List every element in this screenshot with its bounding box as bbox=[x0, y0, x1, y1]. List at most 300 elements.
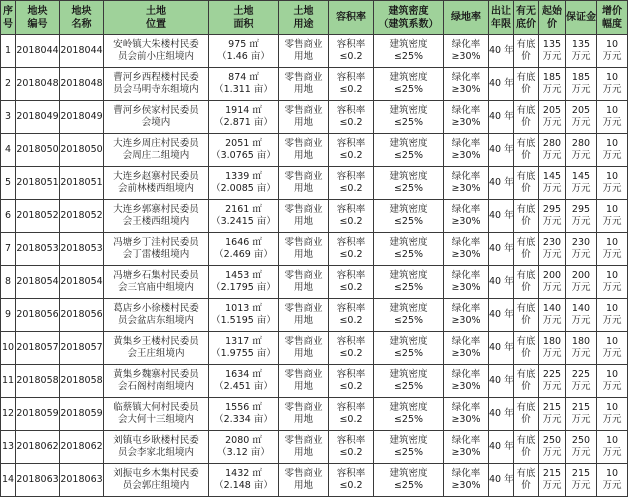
reserve-price-cell bbox=[514, 35, 539, 68]
land-use-cell bbox=[279, 68, 329, 101]
building-density-cell-text: ≤25% bbox=[393, 51, 424, 62]
reserve-price-cell-text: 有底 bbox=[516, 204, 536, 215]
area-cell-text: 1646 ㎡ bbox=[225, 237, 262, 248]
reserve-price-cell-text: 价 bbox=[521, 51, 531, 62]
parcel-code-cell bbox=[16, 398, 60, 431]
green-ratio-cell-text: 绿化率 bbox=[451, 171, 481, 182]
area-cell-text: （3.0765 亩） bbox=[211, 150, 276, 161]
land-use-cell-text: 零售商业 bbox=[284, 204, 323, 215]
reserve-price-cell-text: 价 bbox=[521, 447, 531, 458]
building-density-cell-text: 建筑密度 bbox=[389, 270, 428, 281]
land-use-cell bbox=[279, 167, 329, 200]
area-cell bbox=[209, 167, 279, 200]
row-number-cell bbox=[1, 431, 16, 464]
table-row bbox=[1, 134, 628, 167]
plot-ratio-cell-text: ≤0.2 bbox=[339, 249, 363, 260]
building-density-cell-text: ≤25% bbox=[393, 414, 424, 425]
area-cell-text: 1914 ㎡ bbox=[225, 105, 262, 116]
deposit-cell bbox=[566, 200, 597, 233]
bid-increment-cell-text: 10 bbox=[605, 72, 619, 83]
location-cell bbox=[104, 167, 209, 200]
deposit-cell-text: 200 bbox=[571, 270, 591, 281]
lease-term-cell-text: 40 年 bbox=[489, 210, 514, 221]
bid-increment-cell-text: 10 bbox=[605, 303, 619, 314]
deposit-cell bbox=[566, 398, 597, 431]
building-density-cell-text: ≤25% bbox=[393, 84, 424, 95]
plot-ratio-cell-text: 容积率 bbox=[336, 270, 366, 281]
location-cell bbox=[104, 398, 209, 431]
land-use-cell-text: 用地 bbox=[293, 117, 313, 128]
green-ratio-cell-text: ≥30% bbox=[451, 447, 481, 458]
location-cell-text: 刘镇屯乡耿楼村民委 bbox=[113, 435, 199, 446]
land-use-cell bbox=[279, 398, 329, 431]
plot-ratio-cell-text: 容积率 bbox=[336, 336, 366, 347]
location-cell-text: 会王楼西组境内 bbox=[122, 216, 190, 227]
parcel-name-cell bbox=[60, 200, 104, 233]
plot-ratio-cell bbox=[329, 266, 374, 299]
area-cell-text: 975 ㎡ bbox=[228, 39, 259, 50]
area-cell-text: （2.334 亩） bbox=[214, 414, 273, 425]
land-use-cell-text: 用地 bbox=[293, 414, 313, 425]
parcel-code-cell bbox=[16, 365, 60, 398]
area-cell-text: 1432 ㎡ bbox=[225, 468, 262, 479]
parcel-code-cell bbox=[16, 134, 60, 167]
parcel-name-cell-text: 2018057 bbox=[60, 342, 103, 353]
reserve-price-cell-text: 价 bbox=[521, 183, 531, 194]
column-header-line: 面积 bbox=[233, 18, 254, 30]
starting-price-cell-text: 215 bbox=[542, 468, 562, 479]
row-number-cell-text: 4 bbox=[4, 144, 12, 155]
bid-increment-cell-text: 10 bbox=[605, 171, 619, 182]
lease-term-cell bbox=[489, 266, 514, 299]
parcel-name-cell bbox=[60, 233, 104, 266]
location-cell-text: 会境内 bbox=[141, 117, 171, 128]
plot-ratio-cell-text: ≤0.2 bbox=[339, 480, 363, 491]
green-ratio-cell bbox=[444, 68, 489, 101]
column-header-line: 序 bbox=[3, 5, 13, 17]
green-ratio-cell-text: 绿化率 bbox=[451, 72, 481, 83]
column-header-line: 地块 bbox=[27, 5, 48, 17]
land-use-cell-text: 用地 bbox=[293, 183, 313, 194]
lease-term-cell-text: 40 年 bbox=[489, 276, 514, 287]
deposit-cell-text: 万元 bbox=[571, 447, 591, 458]
reserve-price-cell-text: 有底 bbox=[516, 369, 536, 380]
reserve-price-cell-text: 价 bbox=[521, 282, 531, 293]
parcel-name-cell bbox=[60, 35, 104, 68]
parcel-name-cell-text: 2018053 bbox=[60, 243, 103, 254]
land-use-cell-text: 零售商业 bbox=[284, 138, 323, 149]
building-density-cell bbox=[374, 332, 444, 365]
area-cell-text: （2.1795 亩） bbox=[211, 282, 276, 293]
location-cell-text: 会大何十三组境内 bbox=[117, 414, 194, 425]
row-number-cell-text: 9 bbox=[4, 309, 12, 320]
green-ratio-cell-text: 绿化率 bbox=[451, 402, 481, 413]
land-use-cell bbox=[279, 233, 329, 266]
row-number-cell-text: 2 bbox=[4, 78, 12, 89]
lease-term-cell bbox=[489, 332, 514, 365]
column-header bbox=[209, 1, 279, 35]
land-use-cell-text: 零售商业 bbox=[284, 336, 323, 347]
reserve-price-cell-text: 有底 bbox=[516, 39, 536, 50]
land-use-cell bbox=[279, 266, 329, 299]
parcel-code-cell bbox=[16, 233, 60, 266]
parcel-code-cell bbox=[16, 299, 60, 332]
location-cell bbox=[104, 266, 209, 299]
bid-increment-cell-text: 万元 bbox=[602, 381, 622, 392]
reserve-price-cell-text: 有底 bbox=[516, 468, 536, 479]
bid-increment-cell-text: 万元 bbox=[602, 117, 622, 128]
location-cell-text: 会三官庙中组境内 bbox=[117, 282, 194, 293]
green-ratio-cell-text: 绿化率 bbox=[451, 237, 481, 248]
land-use-cell bbox=[279, 464, 329, 497]
bid-increment-cell-text: 10 bbox=[605, 270, 619, 281]
parcel-name-cell bbox=[60, 398, 104, 431]
bid-increment-cell-text: 10 bbox=[605, 336, 619, 347]
starting-price-cell bbox=[539, 200, 566, 233]
table-row bbox=[1, 233, 628, 266]
land-use-cell bbox=[279, 299, 329, 332]
area-cell-text: 1453 ㎡ bbox=[225, 270, 262, 281]
area-cell bbox=[209, 398, 279, 431]
row-number-cell bbox=[1, 134, 16, 167]
column-header bbox=[60, 1, 104, 35]
reserve-price-cell-text: 价 bbox=[521, 84, 531, 95]
building-density-cell-text: ≤25% bbox=[393, 315, 424, 326]
starting-price-cell-text: 200 bbox=[542, 270, 562, 281]
lease-term-cell-text: 40 年 bbox=[489, 474, 514, 485]
parcel-code-cell-text: 2018044 bbox=[16, 45, 59, 56]
area-cell-text: （3.12 亩） bbox=[217, 447, 270, 458]
reserve-price-cell bbox=[514, 398, 539, 431]
row-number-cell bbox=[1, 35, 16, 68]
parcel-code-cell-text: 2018059 bbox=[16, 408, 59, 419]
deposit-cell bbox=[566, 68, 597, 101]
location-cell-text: 葛店乡小徐楼村民委 bbox=[113, 303, 199, 314]
bid-increment-cell-text: 10 bbox=[605, 204, 619, 215]
lease-term-cell-text: 40 年 bbox=[489, 144, 514, 155]
starting-price-cell bbox=[539, 68, 566, 101]
plot-ratio-cell-text: 容积率 bbox=[336, 138, 366, 149]
green-ratio-cell-text: ≥30% bbox=[451, 51, 481, 62]
starting-price-cell-text: 215 bbox=[542, 402, 562, 413]
deposit-cell-text: 万元 bbox=[571, 84, 591, 95]
starting-price-cell bbox=[539, 35, 566, 68]
area-cell-text: 874 ㎡ bbox=[228, 72, 259, 83]
bid-increment-cell bbox=[597, 233, 628, 266]
parcel-name-cell-text: 2018052 bbox=[60, 210, 103, 221]
land-use-cell-text: 零售商业 bbox=[284, 270, 323, 281]
column-header-line: 位置 bbox=[146, 18, 166, 30]
row-number-cell-text: 11 bbox=[1, 375, 15, 386]
reserve-price-cell-text: 有底 bbox=[516, 336, 536, 347]
green-ratio-cell-text: ≥30% bbox=[451, 249, 481, 260]
area-cell-text: （1.46 亩） bbox=[217, 51, 270, 62]
starting-price-cell-text: 万元 bbox=[542, 183, 562, 194]
green-ratio-cell-text: ≥30% bbox=[451, 84, 481, 95]
lease-term-cell bbox=[489, 200, 514, 233]
bid-increment-cell-text: 万元 bbox=[602, 282, 622, 293]
parcel-name-cell bbox=[60, 101, 104, 134]
row-number-cell bbox=[1, 200, 16, 233]
parcel-name-cell bbox=[60, 332, 104, 365]
plot-ratio-cell-text: 容积率 bbox=[336, 204, 366, 215]
location-cell-text: 员会前小庄组境内 bbox=[117, 51, 194, 62]
location-cell-text: 会石阁村南组境内 bbox=[117, 381, 194, 392]
area-cell bbox=[209, 332, 279, 365]
row-number-cell-text: 14 bbox=[1, 474, 15, 485]
land-use-cell-text: 用地 bbox=[293, 315, 313, 326]
area-cell bbox=[209, 431, 279, 464]
lease-term-cell-text: 40 年 bbox=[489, 45, 514, 56]
area-cell-text: 2080 ㎡ bbox=[225, 435, 262, 446]
starting-price-cell bbox=[539, 431, 566, 464]
land-use-cell bbox=[279, 35, 329, 68]
building-density-cell bbox=[374, 464, 444, 497]
lease-term-cell-text: 40 年 bbox=[489, 243, 514, 254]
deposit-cell-text: 205 bbox=[571, 105, 591, 116]
reserve-price-cell bbox=[514, 365, 539, 398]
green-ratio-cell-text: ≥30% bbox=[451, 381, 481, 392]
building-density-cell-text: ≤25% bbox=[393, 282, 424, 293]
green-ratio-cell bbox=[444, 134, 489, 167]
plot-ratio-cell bbox=[329, 398, 374, 431]
reserve-price-cell bbox=[514, 167, 539, 200]
starting-price-cell-text: 万元 bbox=[542, 348, 562, 359]
bid-increment-cell bbox=[597, 398, 628, 431]
starting-price-cell bbox=[539, 101, 566, 134]
location-cell-text: 员会郭庄组境内 bbox=[122, 480, 190, 491]
starting-price-cell-text: 135 bbox=[542, 39, 562, 50]
location-cell bbox=[104, 233, 209, 266]
lease-term-cell bbox=[489, 134, 514, 167]
bid-increment-cell-text: 10 bbox=[605, 39, 619, 50]
location-cell-text: 员会李家北组境内 bbox=[117, 447, 194, 458]
area-cell-text: 1556 ㎡ bbox=[225, 402, 262, 413]
building-density-cell bbox=[374, 35, 444, 68]
land-use-cell-text: 零售商业 bbox=[284, 72, 323, 83]
starting-price-cell bbox=[539, 233, 566, 266]
bid-increment-cell-text: 万元 bbox=[602, 183, 622, 194]
bid-increment-cell-text: 万元 bbox=[602, 84, 622, 95]
starting-price-cell bbox=[539, 464, 566, 497]
plot-ratio-cell-text: 容积率 bbox=[336, 303, 366, 314]
starting-price-cell-text: 万元 bbox=[542, 117, 562, 128]
building-density-cell-text: 建筑密度 bbox=[389, 402, 428, 413]
bid-increment-cell-text: 10 bbox=[605, 435, 619, 446]
plot-ratio-cell-text: ≤0.2 bbox=[339, 315, 363, 326]
plot-ratio-cell bbox=[329, 431, 374, 464]
green-ratio-cell-text: 绿化率 bbox=[451, 303, 481, 314]
bid-increment-cell bbox=[597, 134, 628, 167]
bid-increment-cell bbox=[597, 35, 628, 68]
building-density-cell bbox=[374, 200, 444, 233]
building-density-cell bbox=[374, 101, 444, 134]
parcel-code-cell-text: 2018058 bbox=[16, 375, 59, 386]
bid-increment-cell bbox=[597, 464, 628, 497]
column-header-line: 容积率 bbox=[336, 12, 366, 23]
lease-term-cell-text: 40 年 bbox=[489, 78, 514, 89]
building-density-cell bbox=[374, 365, 444, 398]
starting-price-cell-text: 万元 bbox=[542, 216, 562, 227]
table-row bbox=[1, 101, 628, 134]
starting-price-cell-text: 万元 bbox=[542, 381, 562, 392]
building-density-cell-text: ≤25% bbox=[393, 348, 424, 359]
lease-term-cell-text: 40 年 bbox=[489, 408, 514, 419]
location-cell-text: 临蔡镇大何村民委员 bbox=[113, 402, 199, 413]
parcel-name-cell-text: 2018058 bbox=[60, 375, 103, 386]
parcel-code-cell bbox=[16, 464, 60, 497]
deposit-cell-text: 140 bbox=[571, 303, 591, 314]
land-use-cell-text: 用地 bbox=[293, 51, 313, 62]
lease-term-cell bbox=[489, 68, 514, 101]
column-header-line: 增价 bbox=[602, 5, 622, 17]
table-row bbox=[1, 167, 628, 200]
row-number-cell bbox=[1, 68, 16, 101]
column-header-line: 名称 bbox=[71, 18, 92, 30]
plot-ratio-cell bbox=[329, 134, 374, 167]
location-cell bbox=[104, 365, 209, 398]
column-header bbox=[489, 1, 514, 35]
plot-ratio-cell-text: 容积率 bbox=[336, 402, 366, 413]
lease-term-cell-text: 40 年 bbox=[489, 441, 514, 452]
land-use-cell bbox=[279, 101, 329, 134]
plot-ratio-cell bbox=[329, 167, 374, 200]
building-density-cell-text: ≤25% bbox=[393, 249, 424, 260]
plot-ratio-cell bbox=[329, 332, 374, 365]
location-cell-text: 会周庄二组境内 bbox=[122, 150, 190, 161]
parcel-code-cell bbox=[16, 200, 60, 233]
column-header-line: 建筑密度 bbox=[388, 5, 429, 17]
starting-price-cell-text: 万元 bbox=[542, 150, 562, 161]
lease-term-cell bbox=[489, 167, 514, 200]
green-ratio-cell-text: ≥30% bbox=[451, 414, 481, 425]
parcel-code-cell-text: 2018051 bbox=[16, 177, 59, 188]
bid-increment-cell bbox=[597, 200, 628, 233]
starting-price-cell-text: 295 bbox=[542, 204, 562, 215]
row-number-cell-text: 5 bbox=[4, 177, 12, 188]
deposit-cell bbox=[566, 431, 597, 464]
parcel-code-cell-text: 2018050 bbox=[16, 144, 59, 155]
green-ratio-cell-text: ≥30% bbox=[451, 315, 481, 326]
location-cell bbox=[104, 200, 209, 233]
reserve-price-cell-text: 价 bbox=[521, 216, 531, 227]
reserve-price-cell-text: 有底 bbox=[516, 435, 536, 446]
building-density-cell bbox=[374, 266, 444, 299]
location-cell-text: 曹河乡侯家村民委员 bbox=[113, 105, 199, 116]
green-ratio-cell-text: ≥30% bbox=[451, 183, 481, 194]
building-density-cell bbox=[374, 398, 444, 431]
location-cell bbox=[104, 35, 209, 68]
building-density-cell bbox=[374, 68, 444, 101]
bid-increment-cell-text: 万元 bbox=[602, 414, 622, 425]
header-row bbox=[1, 1, 628, 35]
table-row bbox=[1, 464, 628, 497]
table-row bbox=[1, 365, 628, 398]
column-header bbox=[374, 1, 444, 35]
starting-price-cell-text: 万元 bbox=[542, 447, 562, 458]
building-density-cell-text: ≤25% bbox=[393, 381, 424, 392]
deposit-cell bbox=[566, 233, 597, 266]
column-header bbox=[444, 1, 489, 35]
land-use-cell bbox=[279, 200, 329, 233]
plot-ratio-cell-text: 容积率 bbox=[336, 237, 366, 248]
column-header-line: 起始价 bbox=[542, 5, 562, 30]
lease-term-cell-text: 40 年 bbox=[489, 375, 514, 386]
land-use-cell-text: 零售商业 bbox=[284, 468, 323, 479]
green-ratio-cell-text: 绿化率 bbox=[451, 435, 481, 446]
green-ratio-cell bbox=[444, 398, 489, 431]
parcel-code-cell-text: 2018056 bbox=[16, 309, 59, 320]
bid-increment-cell-text: 万元 bbox=[602, 51, 622, 62]
reserve-price-cell-text: 有底 bbox=[516, 402, 536, 413]
parcel-code-cell bbox=[16, 266, 60, 299]
area-cell-text: （2.871 亩） bbox=[214, 117, 273, 128]
land-use-cell-text: 用地 bbox=[293, 447, 313, 458]
green-ratio-cell-text: 绿化率 bbox=[451, 105, 481, 116]
location-cell-text: 冯塘乡丁洼村民委员 bbox=[113, 237, 199, 248]
parcel-name-cell bbox=[60, 365, 104, 398]
lease-term-cell bbox=[489, 35, 514, 68]
area-cell-text: 2051 ㎡ bbox=[225, 138, 262, 149]
building-density-cell-text: 建筑密度 bbox=[389, 435, 428, 446]
green-ratio-cell bbox=[444, 35, 489, 68]
table-row bbox=[1, 332, 628, 365]
column-header-line: 号 bbox=[3, 18, 13, 30]
land-use-cell-text: 零售商业 bbox=[284, 435, 323, 446]
green-ratio-cell-text: 绿化率 bbox=[451, 39, 481, 50]
deposit-cell bbox=[566, 365, 597, 398]
land-use-cell-text: 零售商业 bbox=[284, 237, 323, 248]
green-ratio-cell bbox=[444, 299, 489, 332]
green-ratio-cell-text: ≥30% bbox=[451, 216, 481, 227]
area-cell bbox=[209, 200, 279, 233]
deposit-cell-text: 225 bbox=[571, 369, 591, 380]
bid-increment-cell bbox=[597, 68, 628, 101]
land-use-cell-text: 用地 bbox=[293, 381, 313, 392]
parcel-name-cell bbox=[60, 167, 104, 200]
column-header bbox=[16, 1, 60, 35]
deposit-cell-text: 万元 bbox=[571, 381, 591, 392]
bid-increment-cell-text: 万元 bbox=[602, 480, 622, 491]
area-cell-text: （2.469 亩） bbox=[214, 249, 273, 260]
bid-increment-cell-text: 万元 bbox=[602, 447, 622, 458]
plot-ratio-cell bbox=[329, 68, 374, 101]
green-ratio-cell bbox=[444, 167, 489, 200]
area-cell-text: （2.451 亩） bbox=[214, 381, 273, 392]
column-header-line: 绿地率 bbox=[451, 12, 481, 23]
starting-price-cell bbox=[539, 299, 566, 332]
bid-increment-cell-text: 10 bbox=[605, 402, 619, 413]
lease-term-cell bbox=[489, 365, 514, 398]
deposit-cell-text: 295 bbox=[571, 204, 591, 215]
deposit-cell-text: 215 bbox=[571, 468, 591, 479]
bid-increment-cell bbox=[597, 167, 628, 200]
building-density-cell bbox=[374, 134, 444, 167]
table-row bbox=[1, 266, 628, 299]
deposit-cell-text: 万元 bbox=[571, 348, 591, 359]
land-use-cell bbox=[279, 365, 329, 398]
parcel-name-cell-text: 2018051 bbox=[60, 177, 103, 188]
location-cell-text: 大连乡赵寨村民委员 bbox=[113, 171, 199, 182]
starting-price-cell-text: 万元 bbox=[542, 315, 562, 326]
location-cell-text: 安岭镇大朱楼村民委 bbox=[113, 39, 199, 50]
green-ratio-cell bbox=[444, 464, 489, 497]
parcel-code-cell-text: 2018063 bbox=[16, 474, 59, 485]
column-header bbox=[514, 1, 539, 35]
column-header-line: 用途 bbox=[293, 18, 314, 30]
starting-price-cell-text: 万元 bbox=[542, 282, 562, 293]
building-density-cell-text: 建筑密度 bbox=[389, 72, 428, 83]
